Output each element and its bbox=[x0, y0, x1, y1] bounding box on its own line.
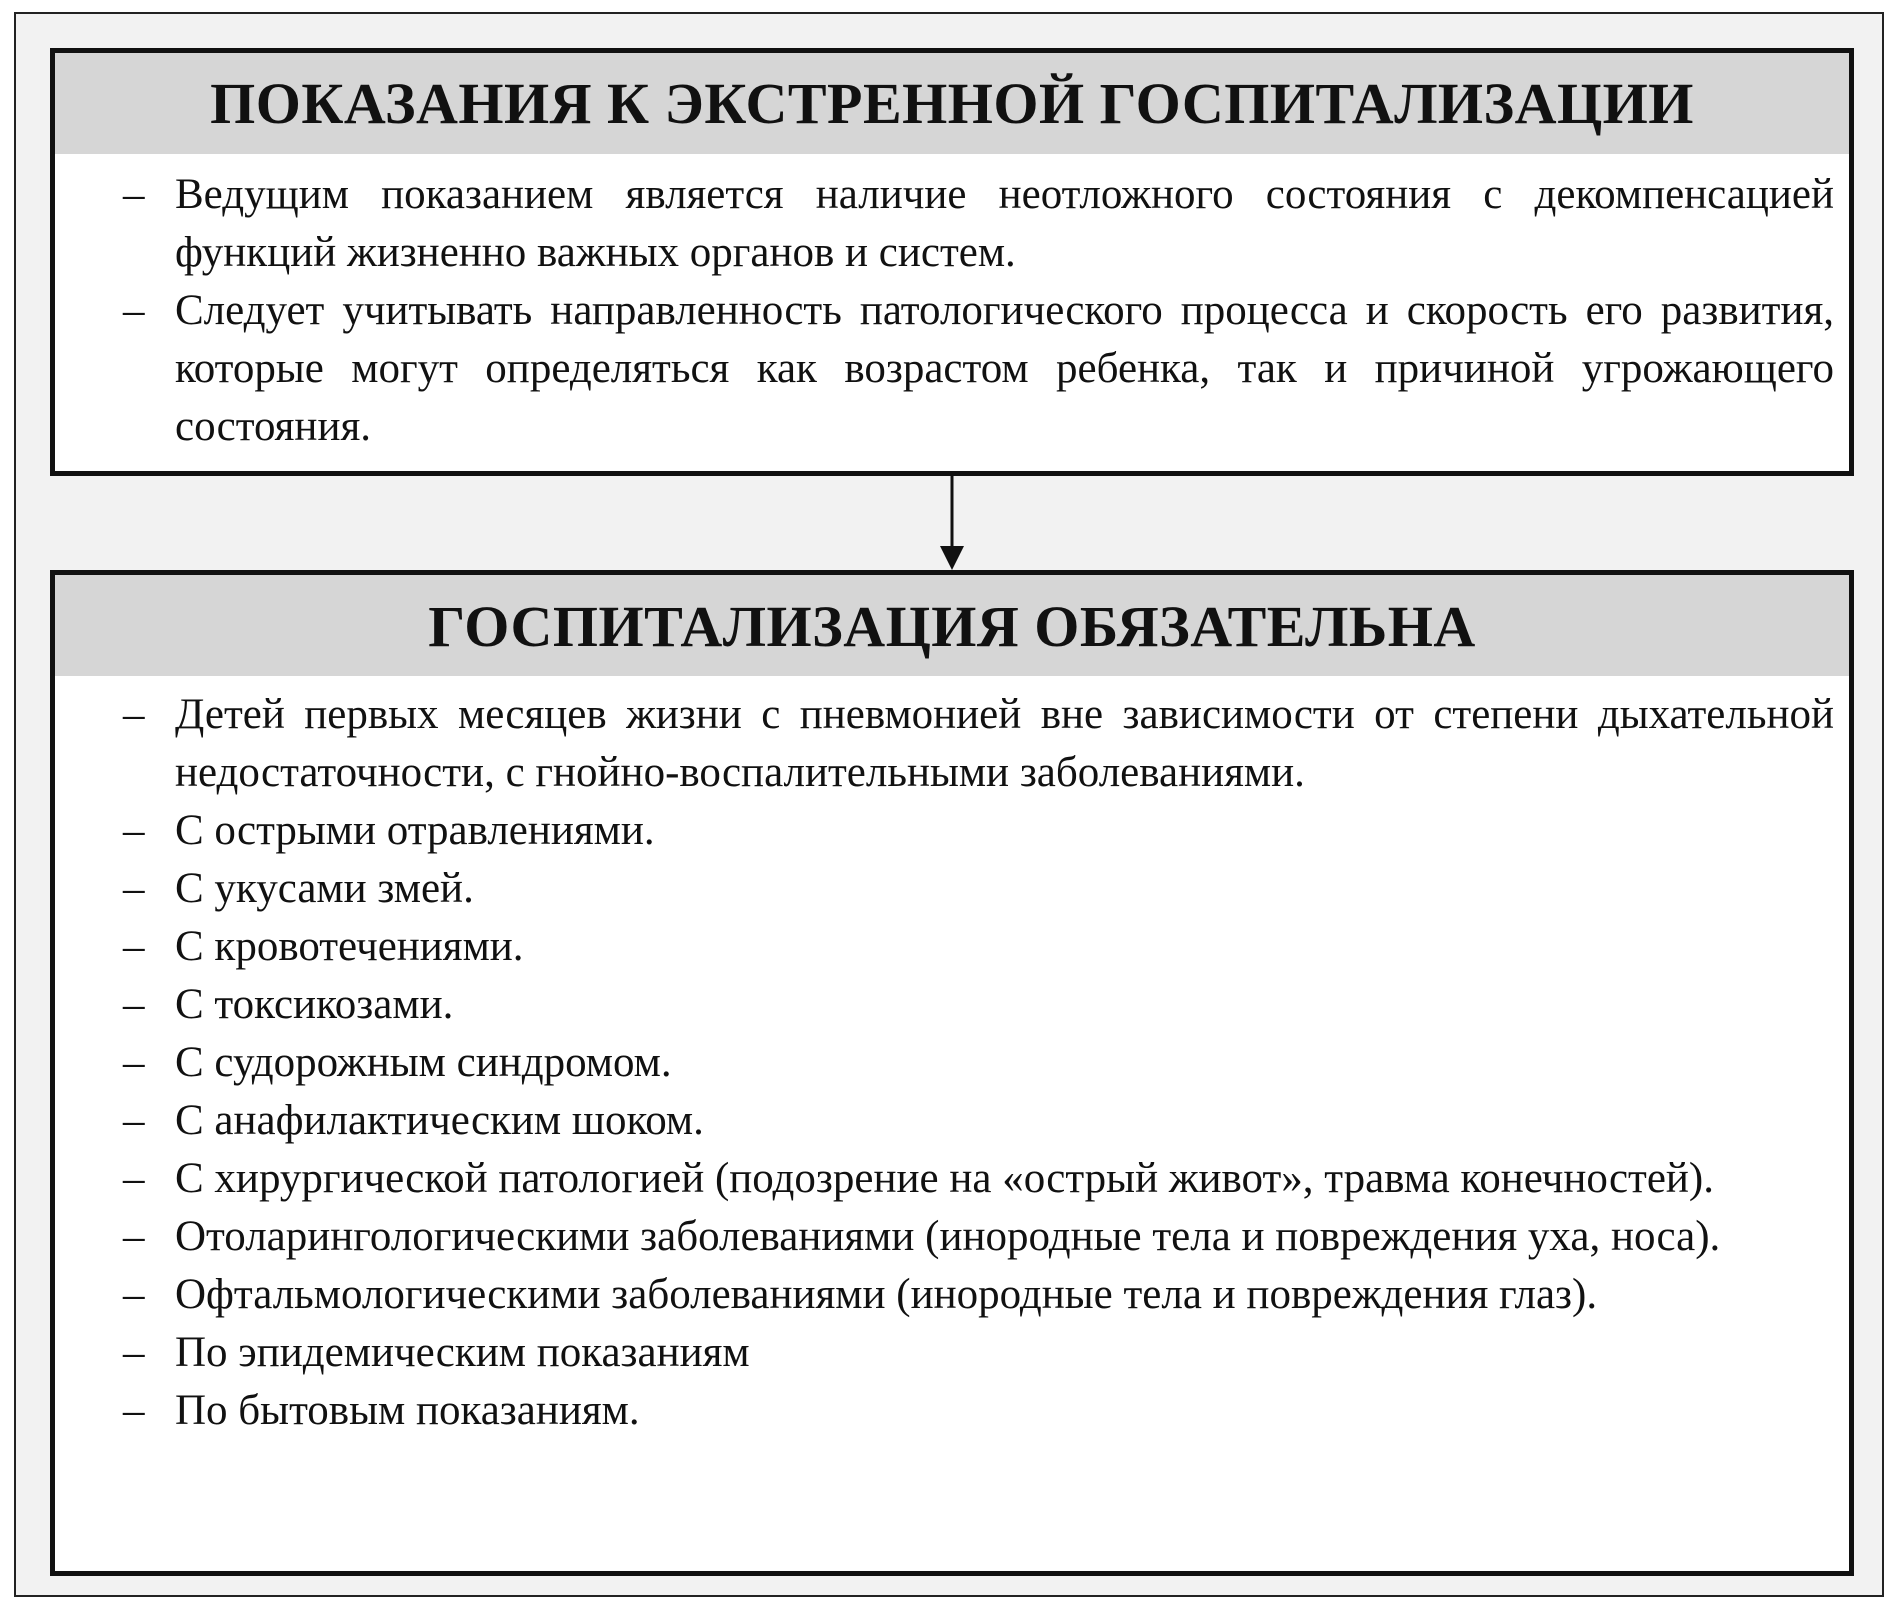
list-item-text: Ведущим показанием является наличие неотложного состояния с декомпенсацией функций жизненно важных органов и систем. bbox=[175, 171, 1834, 276]
list-item bbox=[55, 1208, 1839, 1266]
list-item bbox=[55, 860, 1839, 918]
list-item-text: С токсикозами. bbox=[175, 981, 454, 1028]
list-item bbox=[55, 1324, 1839, 1382]
mandatory-hospitalization-list bbox=[55, 676, 1849, 1440]
list-item bbox=[55, 1034, 1839, 1092]
emergency-indications-box bbox=[50, 48, 1854, 476]
dash-bullet: – bbox=[123, 1039, 145, 1086]
list-item-text: Офтальмологическими заболеваниями (инородные тела и повреждения глаз). bbox=[175, 1271, 1598, 1318]
list-item-text: С судорожным синдромом. bbox=[175, 1039, 672, 1086]
dash-bullet: – bbox=[123, 691, 145, 738]
dash-bullet: – bbox=[123, 1155, 145, 1202]
list-item bbox=[55, 1382, 1839, 1440]
list-item-text: С хирургической патологией (подозрение на «острый живот», травма конечностей). bbox=[175, 1155, 1714, 1202]
dash-bullet: – bbox=[123, 1271, 145, 1318]
list-item-text: По эпидемическим показаниям bbox=[175, 1329, 750, 1376]
list-item-text: С анафилактическим шоком. bbox=[175, 1097, 704, 1144]
list-item-text: С острыми отравлениями. bbox=[175, 807, 655, 854]
list-item bbox=[55, 1150, 1839, 1208]
dash-bullet: – bbox=[123, 923, 145, 970]
dash-bullet: – bbox=[123, 981, 145, 1028]
list-item bbox=[55, 166, 1839, 282]
emergency-indications-list bbox=[55, 154, 1849, 456]
list-item-text: Отоларингологическими заболеваниями (инородные тела и повреждения уха, носа). bbox=[175, 1213, 1721, 1260]
list-item-text: С укусами змей. bbox=[175, 865, 474, 912]
emergency-indications-title: ПОКАЗАНИЯ К ЭКСТРЕННОЙ ГОСПИТАЛИЗАЦИИ bbox=[55, 53, 1849, 154]
list-item-text: С кровотечениями. bbox=[175, 923, 524, 970]
list-item bbox=[55, 918, 1839, 976]
dash-bullet: – bbox=[123, 287, 145, 334]
list-item bbox=[55, 976, 1839, 1034]
mandatory-hospitalization-box bbox=[50, 570, 1854, 1576]
dash-bullet: – bbox=[123, 807, 145, 854]
dash-bullet: – bbox=[123, 1387, 145, 1434]
dash-bullet: – bbox=[123, 171, 145, 218]
dash-bullet: – bbox=[123, 1329, 145, 1376]
list-item bbox=[55, 282, 1839, 456]
list-item bbox=[55, 1266, 1839, 1324]
list-item-text: Следует учитывать направленность патологического процесса и скорость его развития, которые могут определяться как возрастом ребенка, так и причиной угрожающего состояния. bbox=[175, 287, 1834, 450]
list-item-text: По бытовым показаниям. bbox=[175, 1387, 640, 1434]
list-item bbox=[55, 802, 1839, 860]
dash-bullet: – bbox=[123, 1213, 145, 1260]
list-item bbox=[55, 686, 1839, 802]
list-item-text: Детей первых месяцев жизни с пневмонией вне зависимости от степени дыхательной недостаточности, с гнойно-воспалительными заболеваниями. bbox=[175, 691, 1834, 796]
mandatory-hospitalization-title: ГОСПИТАЛИЗАЦИЯ ОБЯЗАТЕЛЬНА bbox=[55, 575, 1849, 676]
dash-bullet: – bbox=[123, 865, 145, 912]
list-item bbox=[55, 1092, 1839, 1150]
dash-bullet: – bbox=[123, 1097, 145, 1144]
